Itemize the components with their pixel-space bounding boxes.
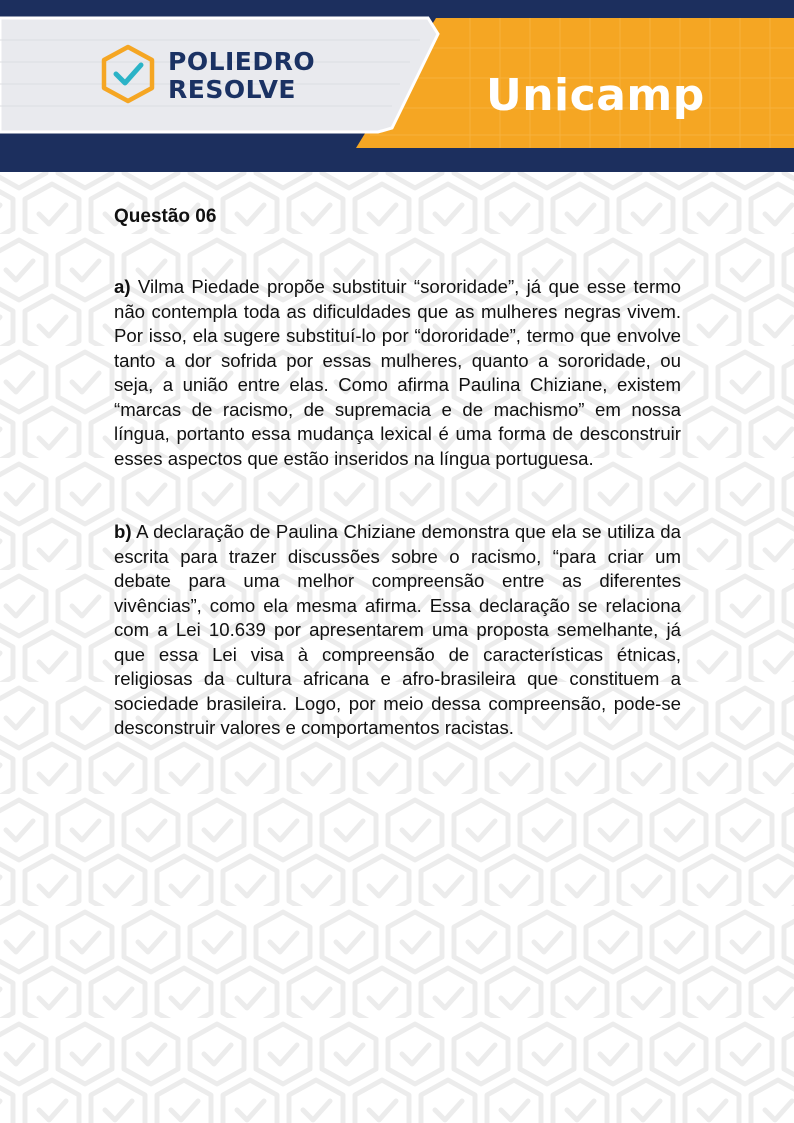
- answer-b-label: b): [114, 521, 132, 542]
- answer-b-text: A declaração de Paulina Chiziane demonstra que ela se utiliza da escrita para trazer discussões sobre o racismo, “para criar um debate para uma melhor compreensão entre as diferentes vivências”, como ela mesma afirma. Essa declaração se relaciona com a Lei 10.639 por apresentarem uma proposta semelhante, já que essa Lei visa à compreensão de características étnicas, religiosas da cultura africana e afro-brasileira que constituem a sociedade brasileira. Logo, por meio dessa compreensão, pode-se desconstruir valores e comportamentos racistas.: [114, 521, 681, 738]
- answer-a-label: a): [114, 276, 131, 297]
- answer-a-text: Vilma Piedade propõe substituir “sororidade”, já que esse termo não contempla toda as dificuldades que as mulheres negras vivem. Por isso, ela sugere substituí-lo por “dororidade”, termo que envolve tanto a dor sofrida por essas mulheres, quanto a sororidade, ou seja, a união entre elas. Como afirma Paulina Chiziane, existem “marcas de racismo, de supremacia e de machismo” em nossa língua, portanto essa mudança lexical é uma forma de desconstruir esses aspectos que estão inseridos na língua portuguesa.: [114, 276, 681, 469]
- brand-name-line1: POLIEDRO: [168, 47, 316, 76]
- brand-name-line2: RESOLVE: [168, 75, 296, 104]
- question-content: [114, 205, 681, 741]
- answer-a: [114, 275, 681, 471]
- poliedro-logo-hexagon-check-icon: [100, 44, 156, 104]
- answer-b: [114, 520, 681, 741]
- question-title: Questão 06: [114, 206, 217, 227]
- exam-name: Unicamp: [486, 70, 705, 121]
